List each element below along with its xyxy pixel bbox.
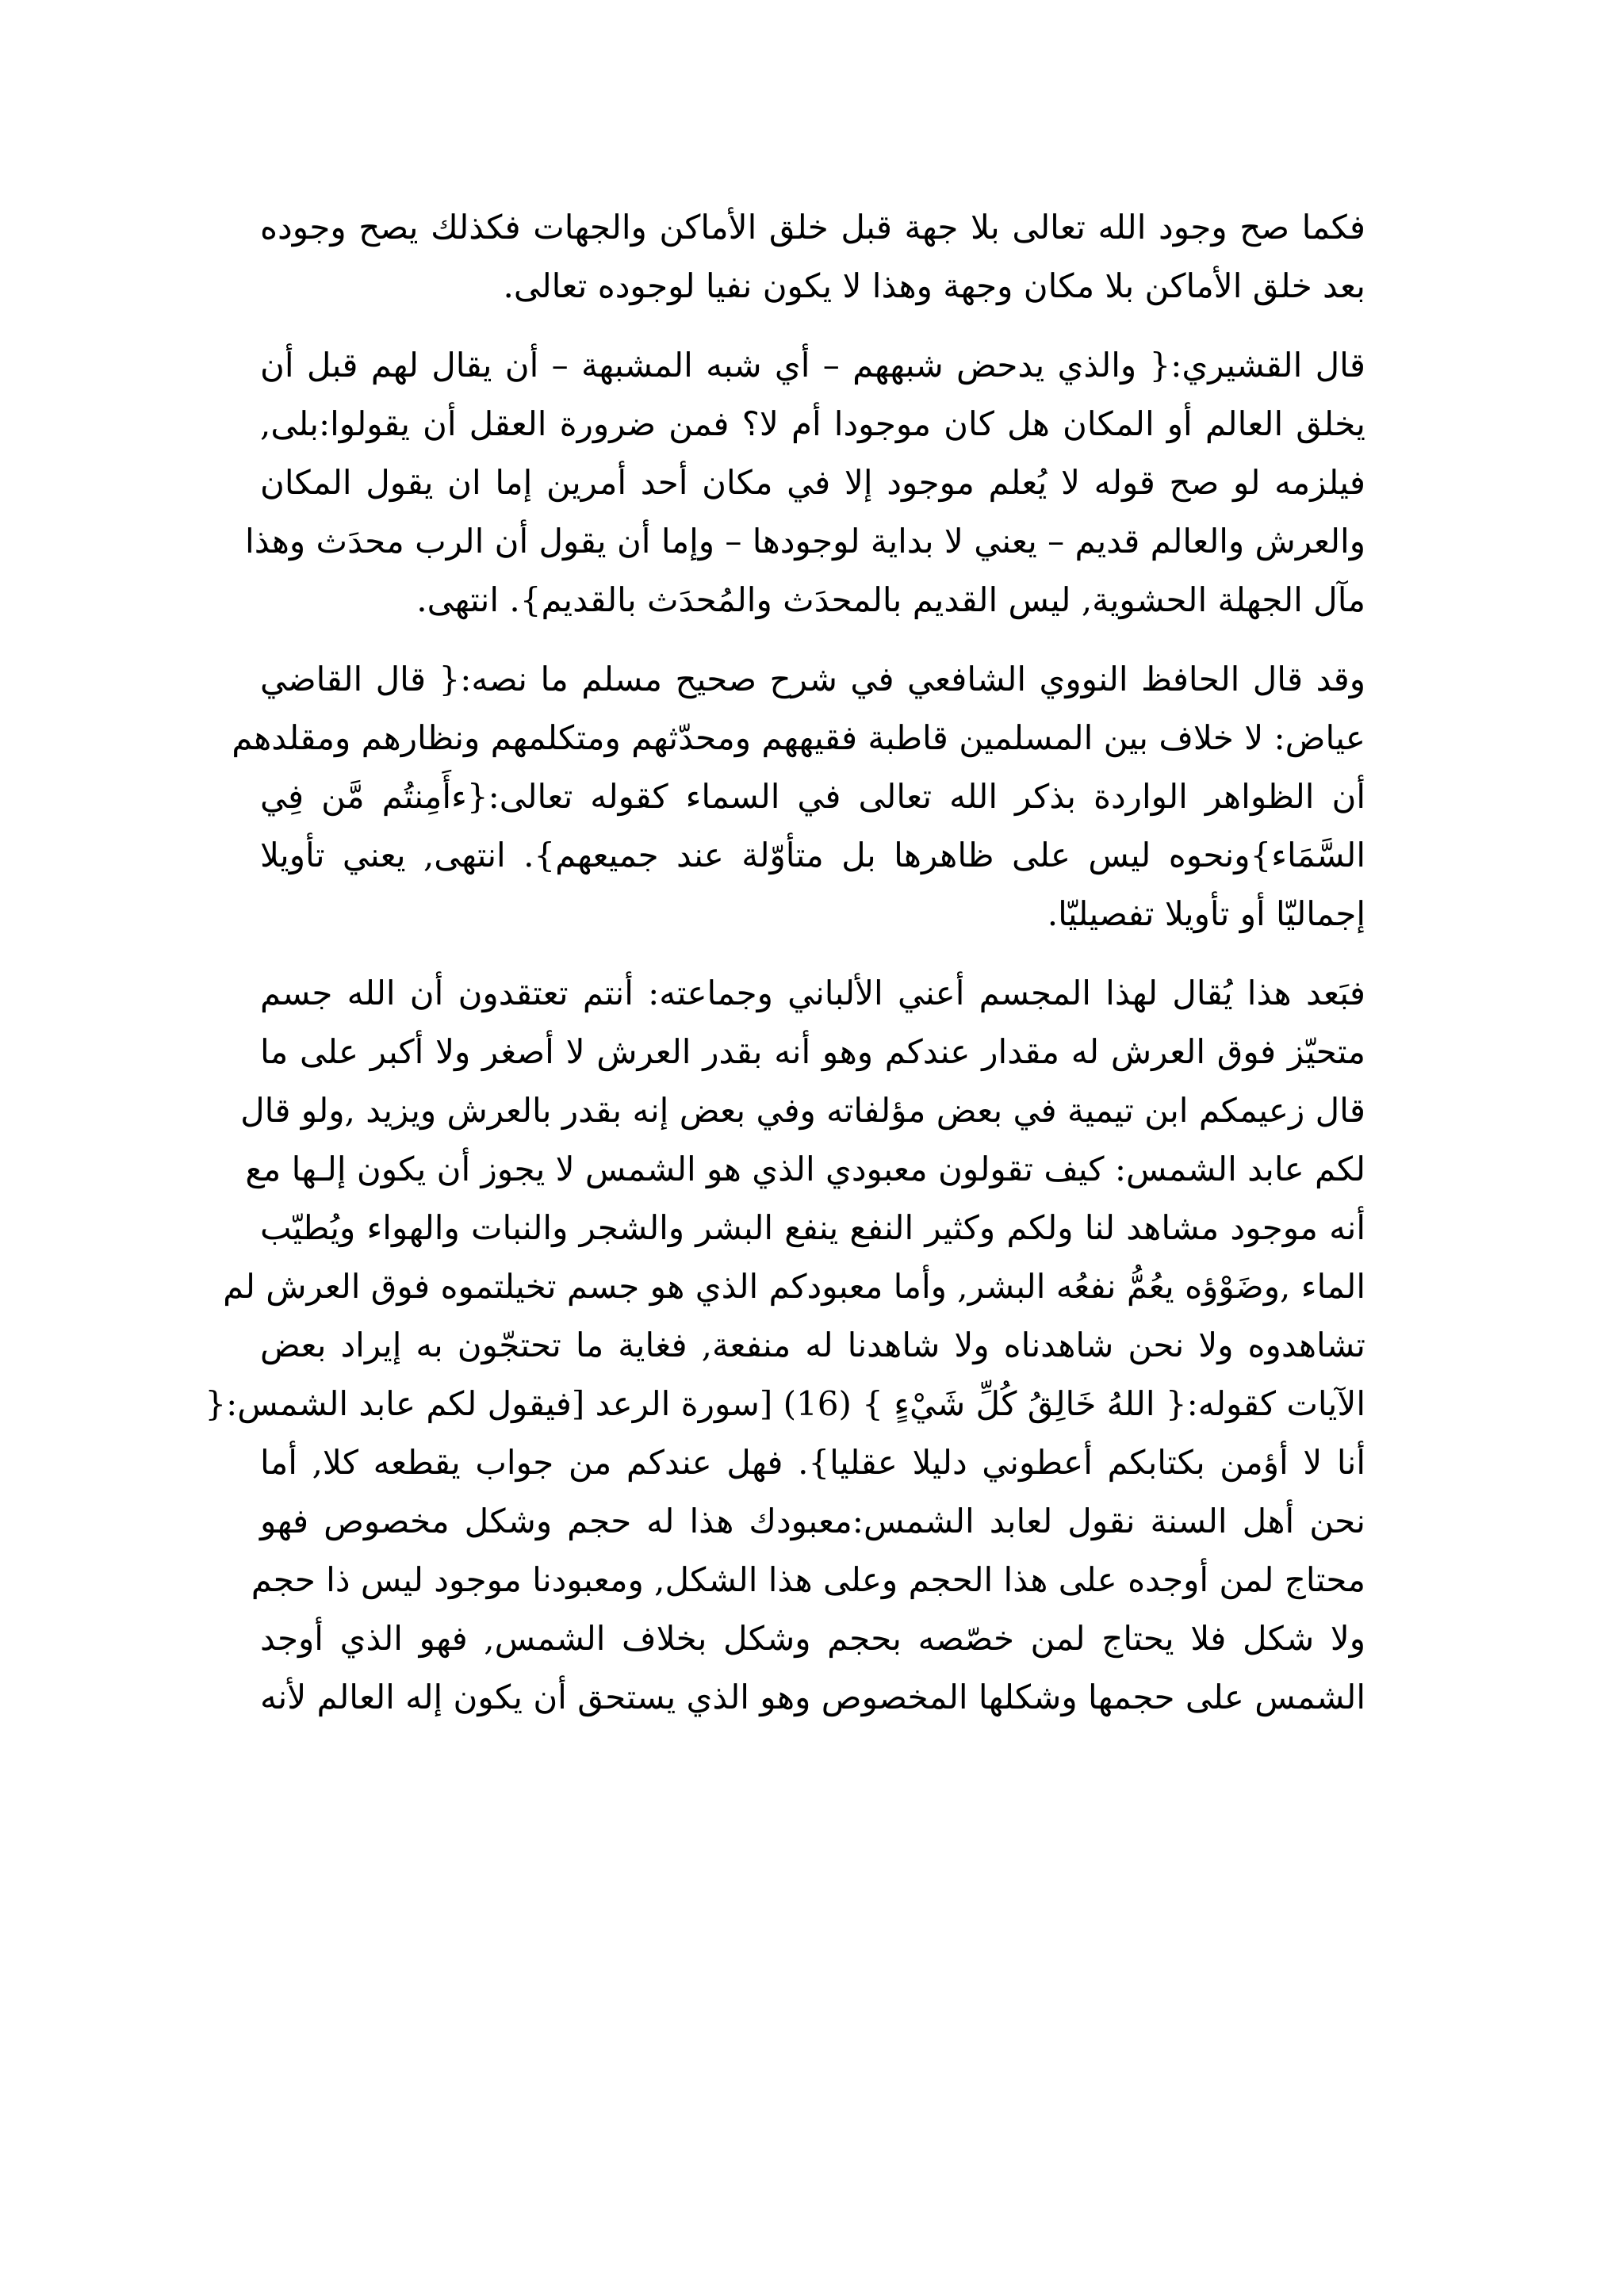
text-line: الآيات كقوله:{ اللهُ خَالِقُ كُلِّ شَيْءٍ } (16) [سورة الرعد [فيقول لكم عابد الشمس:{ xyxy=(205,1384,1365,1423)
text-line: فبَعد هذا يُقال لهذا المجسم أعني الألباني وجماعته: أنتم تعتقدون أن الله جسم xyxy=(260,974,1365,1012)
text-line: السَّمَاء}ونحوه ليس على ظاهرها بل متأوّلة عند جميعهم}. انتهى, يعني تأويلا xyxy=(260,836,1365,874)
text-line: مآل الجهلة الحشوية, ليس القديم بالمحدَث والمُحدَث بالقديم}. انتهى. xyxy=(416,580,1365,619)
text-line: وقد قال الحافظ النووي الشافعي في شرح صحيح مسلم ما نصه:{ قال القاضي xyxy=(260,660,1365,698)
text-line: قال القشيري:{ والذي يدحض شبههم – أي شبه المشبهة – أن يقال لهم قبل أن xyxy=(260,346,1365,385)
paragraph-1 xyxy=(260,198,1365,316)
paragraph-2 xyxy=(245,336,1365,629)
paragraph-3 xyxy=(232,650,1365,943)
text-line: بعد خلق الأماكن بلا مكان وجهة وهذا لا يكون نفيا لوجوده تعالى. xyxy=(503,266,1365,305)
text-line: الماء ,وضَوْؤه يعُمُّ نفعُه البشر, وأما معبودكم الذي هو جسم تخيلتموه فوق العرش لم xyxy=(223,1267,1365,1306)
text-line: ولا شكل فلا يحتاج لمن خصّصه بحجم وشكل بخلاف الشمس, فهو الذي أوجد xyxy=(260,1619,1365,1658)
text-line: فكما صح وجود الله تعالى بلا جهة قبل خلق الأماكن والجهات فكذلك يصح وجوده xyxy=(260,208,1365,247)
text-line: الشمس على حجمها وشكلها المخصوص وهو الذي يستحق أن يكون إله العالم لأنه xyxy=(260,1678,1365,1716)
text-line: فيلزمه لو صح قوله لا يُعلم موجود إلا في مكان أحد أمرين إما ان يقول المكان xyxy=(260,463,1365,502)
text-line: تشاهدوه ولا نحن شاهدناه ولا شاهدنا له منفعة, فغاية ما تحتجّون به إيراد بعض xyxy=(260,1326,1365,1364)
text-line: نحن أهل السنة نقول لعابد الشمس:معبودك هذا له حجم وشكل مخصوص فهو xyxy=(260,1502,1365,1540)
text-line: أنه موجود مشاهد لنا ولكم وكثير النفع ينفع البشر والشجر والنبات والهواء ويُطيّب xyxy=(260,1208,1365,1247)
text-line: عياض: لا خلاف بين المسلمين قاطبة فقيههم ومحدّثهم ومتكلمهم ونظارهم ومقلدهم xyxy=(232,718,1365,757)
text-line: إجماليّا أو تأويلا تفصيليّا. xyxy=(1047,894,1365,933)
text-line: والعرش والعالم قديم – يعني لا بداية لوجودها – وإما أن يقول أن الرب محدَث وهذا xyxy=(245,522,1365,561)
text-line: متحيّز فوق العرش له مقدار عندكم وهو أنه بقدر العرش لا أصغر ولا أكبر على ما xyxy=(260,1032,1365,1071)
text-line: أنا لا أؤمن بكتابكم أعطوني دليلا عقليا}. فهل عندكم من جواب يقطعه كلا, أما xyxy=(260,1443,1365,1482)
text-line: أن الظواهر الواردة بذكر الله تعالى في السماء كقوله تعالى:{ءأَمِنتُم مَّن فِي xyxy=(260,777,1365,816)
text-line: لكم عابد الشمس: كيف تقولون معبودي الذي هو الشمس لا يجوز أن يكون إلـها مع xyxy=(245,1150,1365,1188)
text-line: محتاج لمن أوجده على هذا الحجم وعلى هذا الشكل, ومعبودنا موجود ليس ذا حجم xyxy=(251,1560,1365,1599)
text-line: قال زعيمكم ابن تيمية في بعض مؤلفاته وفي بعض إنه بقدر بالعرش ويزيد ,ولو قال xyxy=(240,1091,1365,1130)
paragraph-4 xyxy=(205,964,1365,1727)
body-text xyxy=(205,198,1365,1727)
text-line: يخلق العالم أو المكان هل كان موجودا أم لا؟ فمن ضرورة العقل أن يقولوا:بلى, xyxy=(260,404,1365,443)
